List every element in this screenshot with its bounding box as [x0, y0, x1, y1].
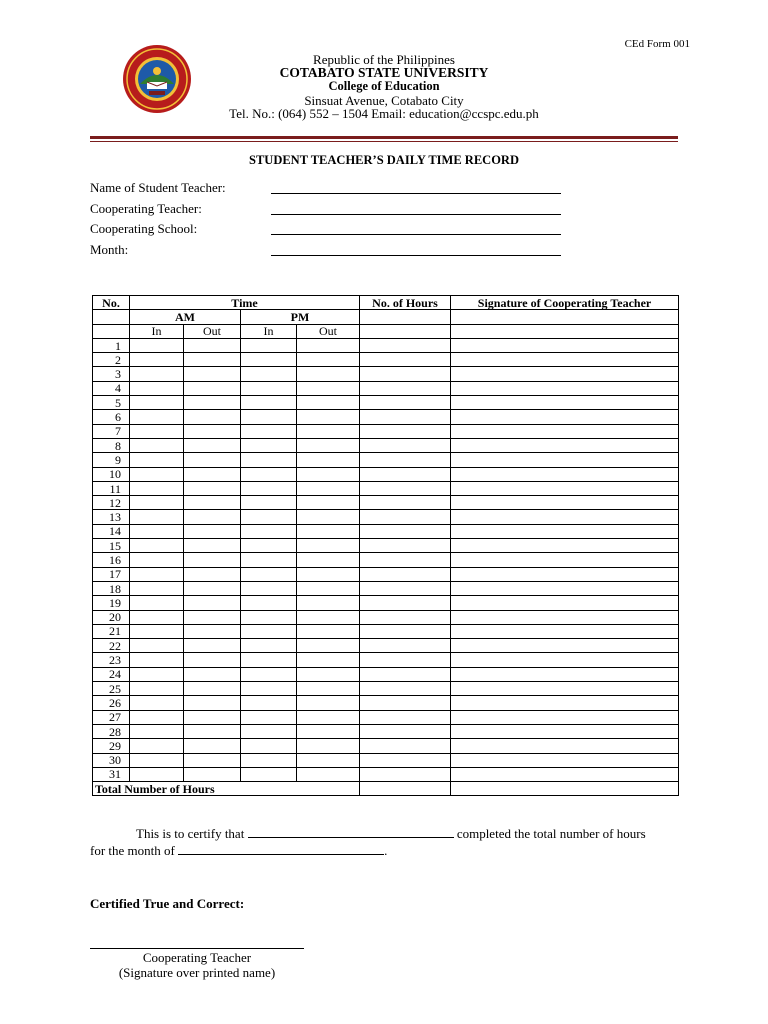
cell-hours[interactable]	[360, 453, 451, 467]
table-row	[93, 410, 679, 424]
table-row	[93, 338, 679, 352]
university-name: COTABATO STATE UNIVERSITY	[279, 65, 489, 80]
header-divider-thick	[90, 136, 678, 139]
cell-pm-in[interactable]	[241, 510, 297, 524]
day-number: 16	[93, 553, 130, 567]
cell-signature[interactable]	[451, 667, 679, 681]
table-row	[93, 438, 679, 452]
cell-signature[interactable]	[451, 353, 679, 367]
cell-am-out[interactable]	[184, 353, 241, 367]
field-line-student-teacher[interactable]	[271, 181, 561, 194]
day-number: 28	[93, 724, 130, 738]
cell-am-in[interactable]	[130, 667, 184, 681]
header-pm-in: In	[241, 324, 297, 338]
table-row	[93, 510, 679, 524]
cell-pm-out[interactable]	[297, 696, 360, 710]
table-row	[93, 653, 679, 667]
cert-month-prefix: for the month of	[90, 843, 175, 858]
cell-am-out[interactable]	[184, 610, 241, 624]
cell-am-out[interactable]	[184, 539, 241, 553]
cell-pm-in[interactable]	[241, 624, 297, 638]
cell-pm-out[interactable]	[297, 467, 360, 481]
cell-hours[interactable]	[360, 510, 451, 524]
cell-signature[interactable]	[451, 682, 679, 696]
cell-am-in[interactable]	[130, 438, 184, 452]
header-no-of-hours: No. of Hours	[360, 296, 451, 310]
cell-hours[interactable]	[360, 767, 451, 781]
cell-am-in[interactable]	[130, 581, 184, 595]
table-row	[93, 767, 679, 781]
certified-label: Certified True and Correct:	[90, 896, 245, 911]
cell-pm-out[interactable]	[297, 639, 360, 653]
cell-pm-out[interactable]	[297, 496, 360, 510]
college-name: College of Education	[328, 79, 440, 93]
header-pm-out: Out	[297, 324, 360, 338]
day-number: 4	[93, 381, 130, 395]
cell-pm-in[interactable]	[241, 753, 297, 767]
cell-pm-out[interactable]	[297, 367, 360, 381]
cell-pm-in[interactable]	[241, 524, 297, 538]
cell-pm-in[interactable]	[241, 724, 297, 738]
cell-pm-in[interactable]	[241, 639, 297, 653]
cell-pm-out[interactable]	[297, 353, 360, 367]
cell-hours[interactable]	[360, 367, 451, 381]
cell-pm-out[interactable]	[297, 567, 360, 581]
total-hours-cell[interactable]	[360, 782, 451, 796]
document-title: STUDENT TEACHER’S DAILY TIME RECORD	[249, 153, 519, 167]
cell-hours[interactable]	[360, 710, 451, 724]
cell-pm-in[interactable]	[241, 438, 297, 452]
cell-pm-out[interactable]	[297, 410, 360, 424]
day-number: 24	[93, 667, 130, 681]
cell-hours[interactable]	[360, 539, 451, 553]
cell-pm-in[interactable]	[241, 553, 297, 567]
cell-am-out[interactable]	[184, 567, 241, 581]
table-row	[93, 539, 679, 553]
table-row	[93, 453, 679, 467]
cert-student-name-blank[interactable]	[248, 826, 454, 838]
cell-pm-out[interactable]	[297, 753, 360, 767]
cell-am-out[interactable]	[184, 424, 241, 438]
cell-pm-out[interactable]	[297, 396, 360, 410]
table-row	[93, 639, 679, 653]
cell-hours[interactable]	[360, 596, 451, 610]
cell-am-out[interactable]	[184, 667, 241, 681]
table-row	[93, 353, 679, 367]
cell-pm-in[interactable]	[241, 396, 297, 410]
cell-pm-in[interactable]	[241, 410, 297, 424]
header-blank	[360, 324, 451, 338]
day-number: 20	[93, 610, 130, 624]
cell-am-in[interactable]	[130, 696, 184, 710]
cell-signature[interactable]	[451, 567, 679, 581]
cell-am-in[interactable]	[130, 639, 184, 653]
cell-am-out[interactable]	[184, 653, 241, 667]
cell-pm-in[interactable]	[241, 424, 297, 438]
cell-am-in[interactable]	[130, 338, 184, 352]
table-row	[93, 710, 679, 724]
cell-signature[interactable]	[451, 467, 679, 481]
cell-pm-in[interactable]	[241, 539, 297, 553]
day-number: 27	[93, 710, 130, 724]
cell-am-out[interactable]	[184, 367, 241, 381]
time-record-table	[92, 295, 679, 796]
header-time: Time	[130, 296, 360, 310]
cell-am-out[interactable]	[184, 453, 241, 467]
cell-pm-in[interactable]	[241, 739, 297, 753]
cell-am-in[interactable]	[130, 567, 184, 581]
day-number: 29	[93, 739, 130, 753]
table-row	[93, 596, 679, 610]
table-row	[93, 682, 679, 696]
cell-pm-in[interactable]	[241, 767, 297, 781]
cell-pm-in[interactable]	[241, 710, 297, 724]
cell-signature[interactable]	[451, 710, 679, 724]
cell-am-out[interactable]	[184, 467, 241, 481]
cell-pm-out[interactable]	[297, 553, 360, 567]
cell-pm-in[interactable]	[241, 353, 297, 367]
day-number: 25	[93, 682, 130, 696]
cell-hours[interactable]	[360, 639, 451, 653]
header-am-in: In	[130, 324, 184, 338]
cell-signature[interactable]	[451, 696, 679, 710]
header-divider-thin	[90, 141, 678, 142]
day-number: 15	[93, 539, 130, 553]
day-number: 17	[93, 567, 130, 581]
total-hours-label: Total Number of Hours	[93, 782, 360, 796]
cell-pm-out[interactable]	[297, 767, 360, 781]
table-row	[93, 396, 679, 410]
table-row	[93, 667, 679, 681]
cell-am-in[interactable]	[130, 710, 184, 724]
total-signature-cell[interactable]	[451, 782, 679, 796]
table-row	[93, 367, 679, 381]
cell-signature[interactable]	[451, 496, 679, 510]
cell-hours[interactable]	[360, 753, 451, 767]
cell-signature[interactable]	[451, 653, 679, 667]
cell-am-out[interactable]	[184, 581, 241, 595]
day-number: 30	[93, 753, 130, 767]
cell-pm-out[interactable]	[297, 667, 360, 681]
cell-pm-in[interactable]	[241, 481, 297, 495]
cell-am-in[interactable]	[130, 453, 184, 467]
cell-pm-in[interactable]	[241, 381, 297, 395]
cell-am-in[interactable]	[130, 524, 184, 538]
cell-signature[interactable]	[451, 639, 679, 653]
cell-am-in[interactable]	[130, 396, 184, 410]
cell-am-in[interactable]	[130, 539, 184, 553]
cell-am-out[interactable]	[184, 481, 241, 495]
field-line-cooperating-school[interactable]	[271, 222, 561, 235]
cell-signature[interactable]	[451, 524, 679, 538]
cell-hours[interactable]	[360, 624, 451, 638]
cell-am-out[interactable]	[184, 338, 241, 352]
cell-am-out[interactable]	[184, 710, 241, 724]
cell-pm-out[interactable]	[297, 739, 360, 753]
table-row	[93, 381, 679, 395]
cell-am-in[interactable]	[130, 410, 184, 424]
field-label-cooperating-school: Cooperating School:	[90, 221, 198, 236]
cell-hours[interactable]	[360, 353, 451, 367]
cell-pm-out[interactable]	[297, 539, 360, 553]
cell-pm-out[interactable]	[297, 710, 360, 724]
cell-signature[interactable]	[451, 338, 679, 352]
day-number: 1	[93, 338, 130, 352]
day-number: 12	[93, 496, 130, 510]
cell-am-in[interactable]	[130, 724, 184, 738]
table-row	[93, 467, 679, 481]
cell-hours[interactable]	[360, 653, 451, 667]
cell-pm-out[interactable]	[297, 381, 360, 395]
cell-am-out[interactable]	[184, 496, 241, 510]
cell-pm-out[interactable]	[297, 481, 360, 495]
day-number: 18	[93, 581, 130, 595]
day-number: 9	[93, 453, 130, 467]
cell-am-out[interactable]	[184, 381, 241, 395]
cell-signature[interactable]	[451, 739, 679, 753]
cell-pm-out[interactable]	[297, 596, 360, 610]
cell-pm-in[interactable]	[241, 567, 297, 581]
cell-signature[interactable]	[451, 596, 679, 610]
cell-pm-in[interactable]	[241, 610, 297, 624]
header-blank	[93, 324, 130, 338]
cell-hours[interactable]	[360, 481, 451, 495]
cell-signature[interactable]	[451, 367, 679, 381]
cell-am-in[interactable]	[130, 624, 184, 638]
cell-pm-in[interactable]	[241, 653, 297, 667]
cell-hours[interactable]	[360, 338, 451, 352]
field-label-cooperating-teacher: Cooperating Teacher:	[90, 201, 202, 216]
cell-pm-in[interactable]	[241, 682, 297, 696]
cell-hours[interactable]	[360, 739, 451, 753]
header-blank	[360, 310, 451, 324]
cell-pm-out[interactable]	[297, 724, 360, 738]
cell-pm-in[interactable]	[241, 496, 297, 510]
cell-pm-out[interactable]	[297, 610, 360, 624]
signature-line[interactable]	[90, 948, 304, 949]
day-number: 23	[93, 653, 130, 667]
address-line: Sinsuat Avenue, Cotabato City	[304, 93, 464, 108]
cell-pm-in[interactable]	[241, 696, 297, 710]
cell-hours[interactable]	[360, 438, 451, 452]
cell-hours[interactable]	[360, 424, 451, 438]
field-label-student-teacher: Name of Student Teacher:	[90, 180, 226, 195]
day-number: 6	[93, 410, 130, 424]
cell-pm-out[interactable]	[297, 581, 360, 595]
cell-am-out[interactable]	[184, 767, 241, 781]
cell-pm-in[interactable]	[241, 453, 297, 467]
cell-am-out[interactable]	[184, 410, 241, 424]
table-row	[93, 610, 679, 624]
header-blank	[451, 324, 679, 338]
cell-pm-out[interactable]	[297, 338, 360, 352]
day-number: 7	[93, 424, 130, 438]
cell-am-in[interactable]	[130, 481, 184, 495]
cell-am-in[interactable]	[130, 510, 184, 524]
header-pm: PM	[241, 310, 360, 324]
cell-am-in[interactable]	[130, 596, 184, 610]
cell-am-out[interactable]	[184, 438, 241, 452]
cell-signature[interactable]	[451, 438, 679, 452]
contact-line: Tel. No.: (064) 552 – 1504 Email: education@ccspc.edu.ph	[229, 106, 539, 121]
cell-hours[interactable]	[360, 682, 451, 696]
cell-signature[interactable]	[451, 624, 679, 638]
header-no: No.	[93, 296, 130, 310]
cell-am-in[interactable]	[130, 381, 184, 395]
day-number: 3	[93, 367, 130, 381]
cell-hours[interactable]	[360, 496, 451, 510]
cert-prefix: This is to certify that	[136, 826, 245, 841]
table-row	[93, 624, 679, 638]
day-number: 13	[93, 510, 130, 524]
signature-subtitle: (Signature over printed name)	[118, 965, 276, 980]
cell-pm-in[interactable]	[241, 467, 297, 481]
table-row	[93, 553, 679, 567]
cell-am-in[interactable]	[130, 610, 184, 624]
cell-hours[interactable]	[360, 581, 451, 595]
table-row	[93, 524, 679, 538]
cell-signature[interactable]	[451, 724, 679, 738]
cell-hours[interactable]	[360, 696, 451, 710]
cell-am-in[interactable]	[130, 767, 184, 781]
cell-signature[interactable]	[451, 767, 679, 781]
cell-pm-in[interactable]	[241, 367, 297, 381]
cert-month-blank[interactable]	[178, 843, 384, 855]
cell-am-out[interactable]	[184, 553, 241, 567]
cell-pm-out[interactable]	[297, 624, 360, 638]
cell-pm-out[interactable]	[297, 510, 360, 524]
day-number: 26	[93, 696, 130, 710]
cell-hours[interactable]	[360, 381, 451, 395]
header-am-out: Out	[184, 324, 241, 338]
day-number: 2	[93, 353, 130, 367]
cell-am-out[interactable]	[184, 696, 241, 710]
republic-line: Republic of the Philippines	[313, 52, 455, 67]
header-am: AM	[130, 310, 241, 324]
table-row	[93, 567, 679, 581]
cell-signature[interactable]	[451, 381, 679, 395]
cell-am-out[interactable]	[184, 624, 241, 638]
cell-pm-in[interactable]	[241, 338, 297, 352]
cell-hours[interactable]	[360, 467, 451, 481]
cell-pm-in[interactable]	[241, 667, 297, 681]
table-row	[93, 581, 679, 595]
cell-signature[interactable]	[451, 753, 679, 767]
cell-hours[interactable]	[360, 610, 451, 624]
day-number: 10	[93, 467, 130, 481]
day-number: 11	[93, 481, 130, 495]
day-number: 5	[93, 396, 130, 410]
field-line-cooperating-teacher[interactable]	[271, 202, 561, 215]
cell-hours[interactable]	[360, 524, 451, 538]
cell-hours[interactable]	[360, 724, 451, 738]
cell-am-in[interactable]	[130, 682, 184, 696]
cell-pm-out[interactable]	[297, 424, 360, 438]
day-number: 21	[93, 624, 130, 638]
cert-suffix: completed the total number of hours	[456, 826, 646, 841]
table-row	[93, 739, 679, 753]
cell-pm-out[interactable]	[297, 653, 360, 667]
day-number: 19	[93, 596, 130, 610]
cell-am-out[interactable]	[184, 753, 241, 767]
cell-pm-in[interactable]	[241, 596, 297, 610]
signature-title: Cooperating Teacher	[142, 950, 252, 965]
header-signature: Signature of Cooperating Teacher	[451, 296, 679, 310]
cell-am-in[interactable]	[130, 424, 184, 438]
table-row	[93, 696, 679, 710]
cell-am-in[interactable]	[130, 353, 184, 367]
cell-am-out[interactable]	[184, 596, 241, 610]
table-row	[93, 724, 679, 738]
cert-period: .	[384, 843, 388, 858]
cell-pm-out[interactable]	[297, 524, 360, 538]
cell-signature[interactable]	[451, 510, 679, 524]
cell-am-in[interactable]	[130, 496, 184, 510]
cell-am-out[interactable]	[184, 510, 241, 524]
cell-hours[interactable]	[360, 567, 451, 581]
cell-pm-out[interactable]	[297, 438, 360, 452]
cell-am-in[interactable]	[130, 467, 184, 481]
table-row	[93, 496, 679, 510]
cell-am-out[interactable]	[184, 639, 241, 653]
certification-line-2	[90, 843, 387, 859]
cell-signature[interactable]	[451, 410, 679, 424]
header-blank	[93, 310, 130, 324]
cell-signature[interactable]	[451, 539, 679, 553]
header-blank	[451, 310, 679, 324]
cell-am-in[interactable]	[130, 753, 184, 767]
cell-hours[interactable]	[360, 553, 451, 567]
cell-signature[interactable]	[451, 553, 679, 567]
cell-signature[interactable]	[451, 424, 679, 438]
cell-pm-out[interactable]	[297, 453, 360, 467]
cell-signature[interactable]	[451, 396, 679, 410]
cell-am-in[interactable]	[130, 553, 184, 567]
table-row	[93, 424, 679, 438]
day-number: 14	[93, 524, 130, 538]
table-row	[93, 753, 679, 767]
day-number: 31	[93, 767, 130, 781]
certification-line-1	[136, 826, 646, 842]
cell-signature[interactable]	[451, 481, 679, 495]
cell-hours[interactable]	[360, 410, 451, 424]
day-number: 22	[93, 639, 130, 653]
cell-pm-in[interactable]	[241, 581, 297, 595]
table-row	[93, 481, 679, 495]
cell-am-in[interactable]	[130, 367, 184, 381]
cell-hours[interactable]	[360, 667, 451, 681]
cell-am-out[interactable]	[184, 724, 241, 738]
cell-signature[interactable]	[451, 610, 679, 624]
cell-hours[interactable]	[360, 396, 451, 410]
cell-am-out[interactable]	[184, 524, 241, 538]
cell-pm-out[interactable]	[297, 682, 360, 696]
day-number: 8	[93, 438, 130, 452]
cell-signature[interactable]	[451, 453, 679, 467]
cell-am-out[interactable]	[184, 396, 241, 410]
field-label-month: Month:	[90, 242, 129, 257]
cell-am-in[interactable]	[130, 739, 184, 753]
cell-signature[interactable]	[451, 581, 679, 595]
form-code: CEd Form 001	[624, 38, 690, 50]
field-line-month[interactable]	[271, 243, 561, 256]
cell-am-in[interactable]	[130, 653, 184, 667]
cell-am-out[interactable]	[184, 739, 241, 753]
cell-am-out[interactable]	[184, 682, 241, 696]
